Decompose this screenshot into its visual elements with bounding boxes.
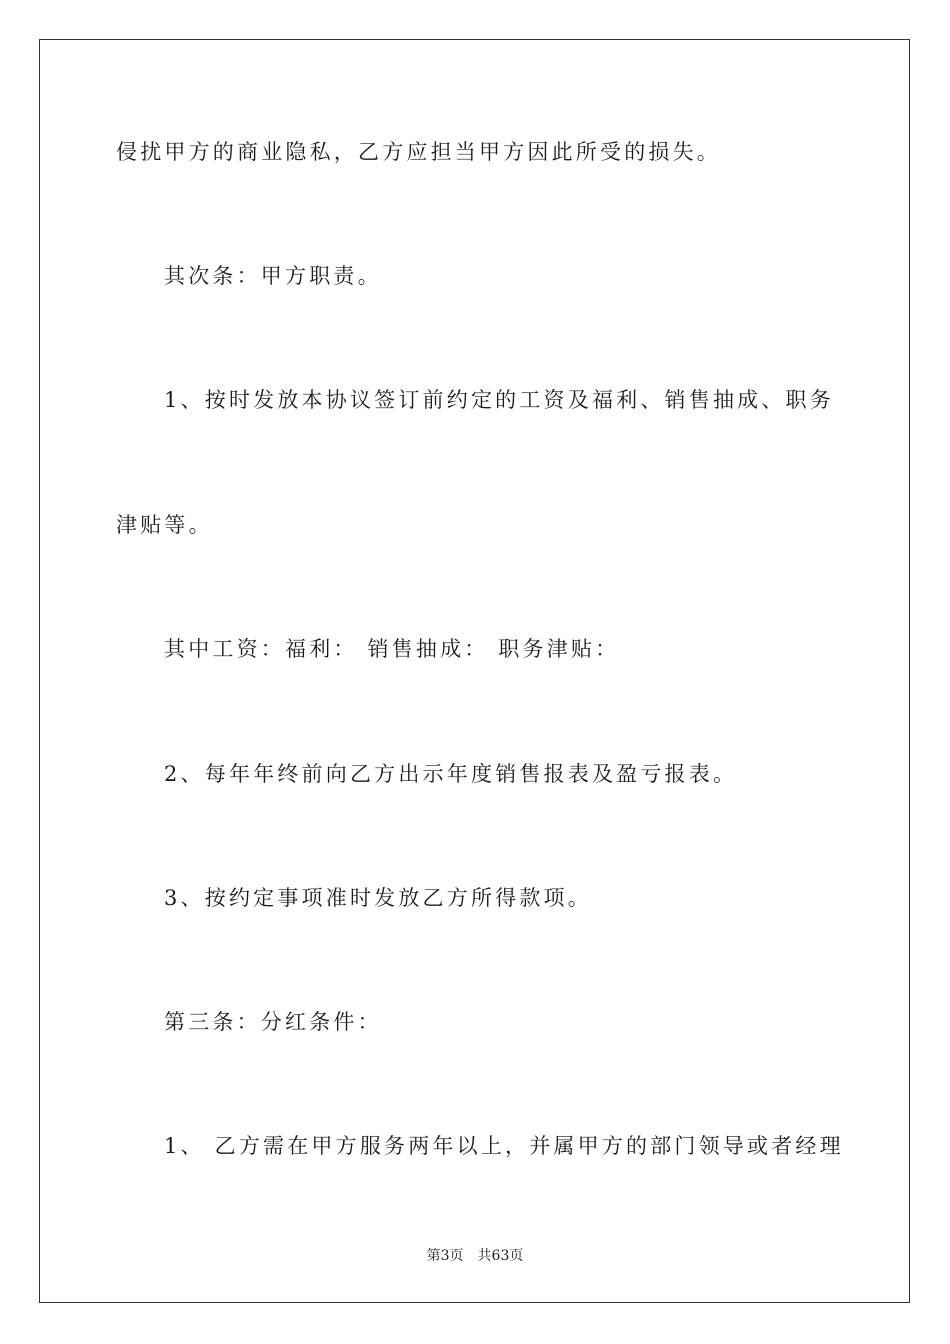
paragraph-line-4: 津贴等。 xyxy=(116,513,213,537)
paragraph-line-6: 2、每年年终前向乙方出示年度销售报表及盈亏报表。 xyxy=(164,762,738,786)
paragraph-line-1: 侵扰甲方的商业隐私，乙方应担当甲方因此所受的损失。 xyxy=(116,140,721,164)
paragraph-line-9: 1、 乙方需在甲方服务两年以上，并属甲方的部门领导或者经理 xyxy=(164,1134,844,1158)
page-number-total: 共63页 xyxy=(477,1248,524,1264)
paragraph-line-5: 其中工资：福利： 销售抽成： 职务津贴： xyxy=(164,637,620,661)
page-footer xyxy=(0,1246,950,1266)
page-number-current: 第3页 xyxy=(426,1248,464,1264)
page-border xyxy=(39,39,910,1303)
clause-heading-third: 第三条：分红条件： xyxy=(164,1010,382,1034)
paragraph-line-3: 1、按时发放本协议签订前约定的工资及福利、销售抽成、职务 xyxy=(164,388,834,412)
paragraph-line-7: 3、按约定事项准时发放乙方所得款项。 xyxy=(164,886,592,910)
clause-heading-second: 其次条：甲方职责。 xyxy=(164,264,382,288)
